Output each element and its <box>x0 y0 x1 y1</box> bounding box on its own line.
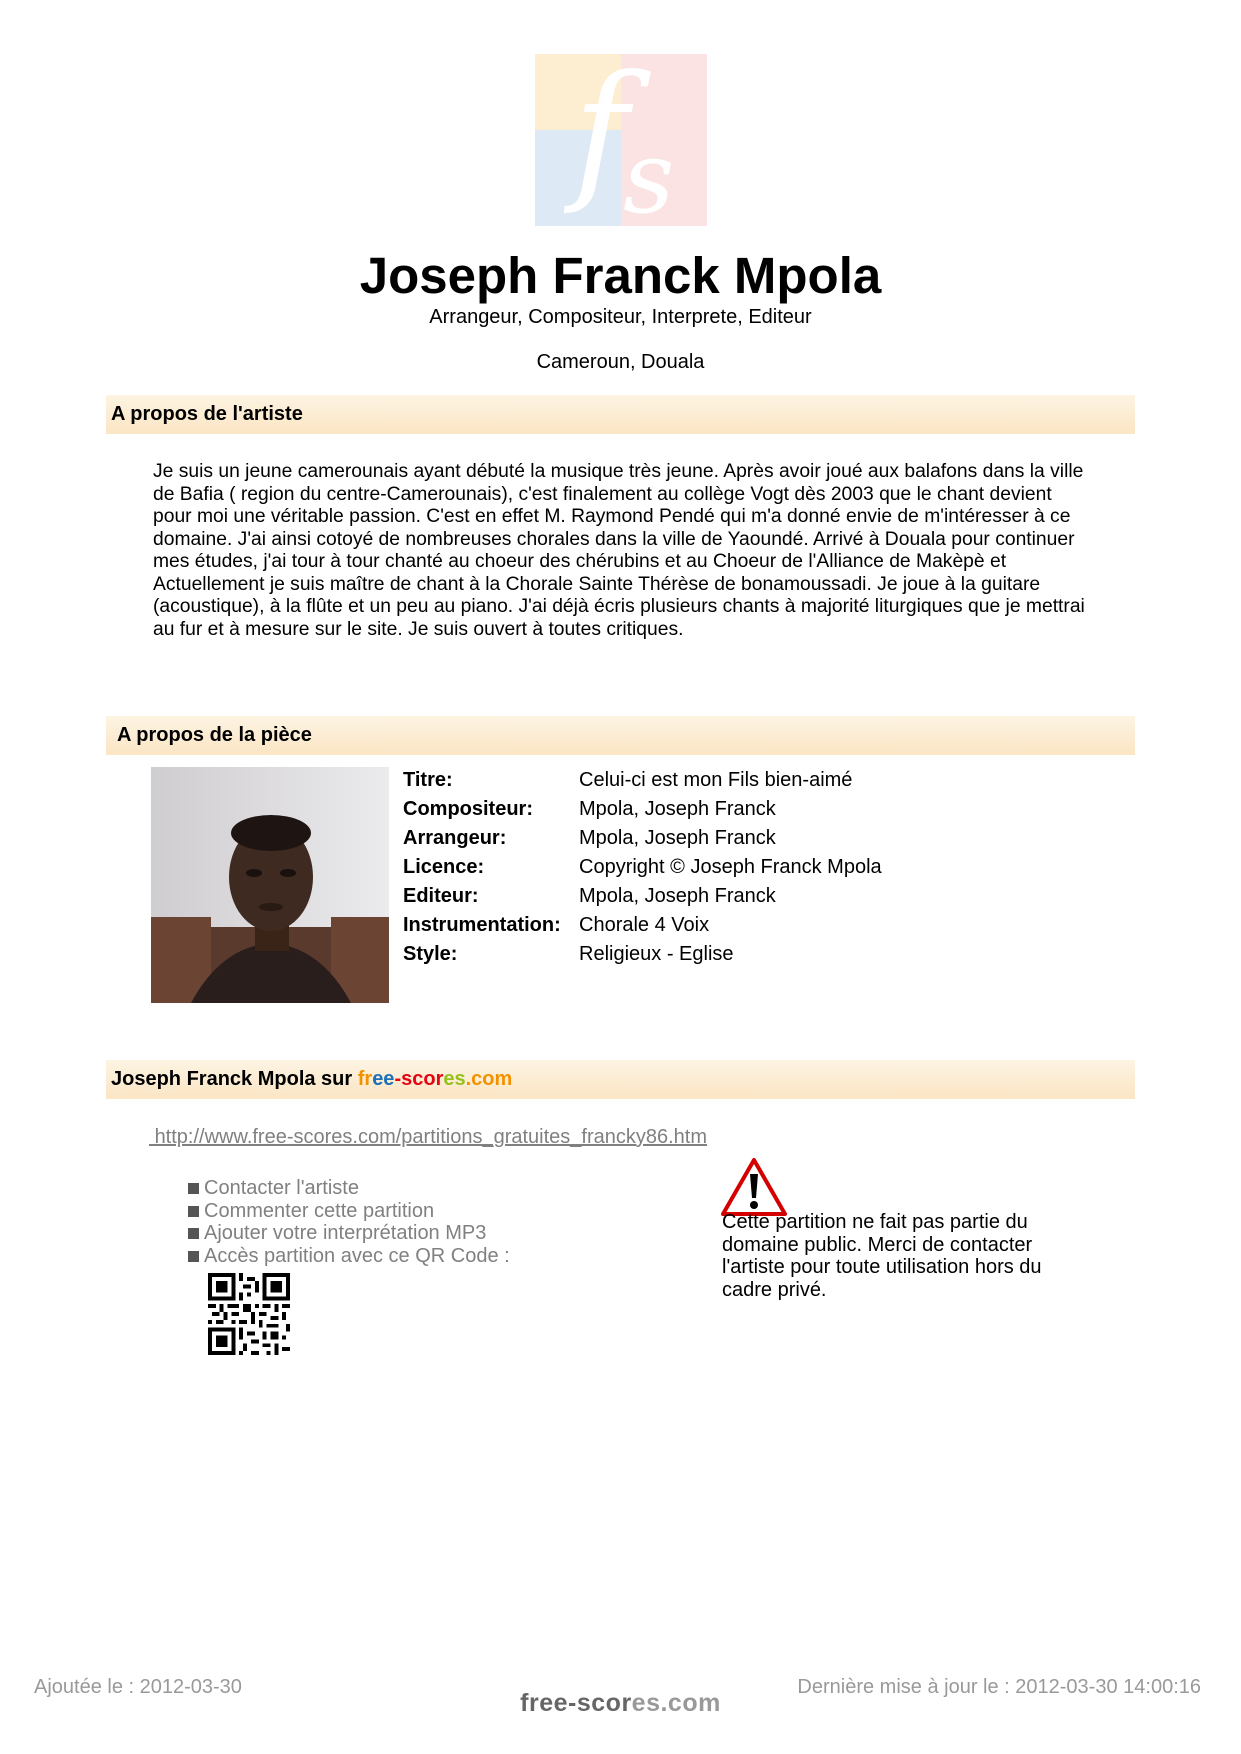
detail-row-license <box>403 853 882 882</box>
copyright-warning: Cette partition ne fait pas partie du domaine public. Merci de contacter l'artiste pour toute utilisation hors du cadre privé. <box>722 1211 1042 1301</box>
piece-composer: Mpola, Joseph Franck <box>579 798 776 820</box>
qr-code[interactable] <box>208 1273 290 1355</box>
add-mp3-link[interactable]: Ajouter votre interprétation MP3 <box>188 1222 510 1245</box>
piece-license: Copyright © Joseph Franck Mpola <box>579 856 882 878</box>
piece-arranger: Mpola, Joseph Franck <box>579 827 776 849</box>
section-heading-prefix: Joseph Franck Mpola sur <box>111 1068 358 1090</box>
piece-publisher: Mpola, Joseph Franck <box>579 885 776 907</box>
footer-free-scores-logo: free-scores.com <box>520 1689 721 1717</box>
added-date: Ajoutée le : 2012-03-30 <box>34 1676 242 1698</box>
piece-title: Celui-ci est mon Fils bien-aimé <box>579 769 853 791</box>
section-heading-about-piece: A propos de la pièce <box>106 716 1135 755</box>
detail-label: Style: <box>403 943 458 965</box>
detail-row-arranger <box>403 824 882 853</box>
qr-access-label: Accès partition avec ce QR Code : <box>188 1245 510 1268</box>
detail-label: Compositeur: <box>403 798 533 820</box>
detail-label: Titre: <box>403 769 453 791</box>
detail-row-publisher <box>403 882 882 911</box>
detail-row-title <box>403 766 882 795</box>
section-heading-free-scores <box>106 1060 1135 1099</box>
detail-label: Instrumentation: <box>403 914 561 936</box>
detail-label: Licence: <box>403 856 485 878</box>
detail-row-style <box>403 940 882 969</box>
artist-photo <box>151 767 389 1003</box>
warning-triangle-icon <box>720 1157 788 1217</box>
section-heading-about-artist: A propos de l'artiste <box>106 395 1135 434</box>
free-scores-logo <box>535 54 707 226</box>
square-bullet-icon <box>188 1183 199 1194</box>
artist-location: Cameroun, Douala <box>536 351 705 373</box>
svg-text:s: s <box>623 119 675 226</box>
artist-name: Joseph Franck Mpola <box>359 247 882 304</box>
piece-style: Religieux - Eglise <box>579 943 734 965</box>
artist-roles: Arrangeur, Compositeur, Interprete, Editeur <box>429 306 812 328</box>
square-bullet-icon <box>188 1228 199 1239</box>
contact-artist-link[interactable]: Contacter l'artiste <box>188 1177 510 1200</box>
piece-details <box>403 766 882 969</box>
detail-label: Editeur: <box>403 885 479 907</box>
piece-instrumentation: Chorale 4 Voix <box>579 914 710 936</box>
action-list <box>188 1177 510 1267</box>
comment-score-link[interactable]: Commenter cette partition <box>188 1200 510 1223</box>
square-bullet-icon <box>188 1251 199 1262</box>
svg-text:f: f <box>573 54 629 218</box>
detail-row-composer <box>403 795 882 824</box>
detail-row-instrumentation <box>403 911 882 940</box>
square-bullet-icon <box>188 1206 199 1217</box>
free-scores-brand: free-scores.com <box>357 1068 513 1090</box>
artist-biography: Je suis un jeune camerounais ayant débuté la musique très jeune. Après avoir joué aux balafons dans la ville de Bafia ( region du centre-Camerounais), c'est finalement au collège Vogt dès 2003 que le chant devient pour moi une véritable passion. C'est en effet M. Raymond Pendé qui m'a donné envie de m'intéresser à ce domaine. J'ai ainsi cotoyé de nombreuses chorales dans la ville de Yaoundé. Arrivé à Douala pour continuer mes études, j'ai tour à tour chanté au choeur des chérubins et au Choeur de l'Alliance de Makèpè et Actuellement je suis maître de chant à la Chorale Sainte Thérèse de bonamoussadi. Je joue à la guitare (acoustique), à la flûte et un peu au piano. J'ai déjà écris plusieurs chants à majorité liturgiques que je mettrai au fur et à mesure sur le site. Je suis ouvert à toutes critiques. <box>153 461 1085 640</box>
artist-page-link[interactable]: http://www.free-scores.com/partitions_gratuites_francky86.htm <box>154 1126 708 1148</box>
last-updated-date: Dernière mise à jour le : 2012-03-30 14:00:16 <box>797 1676 1201 1698</box>
detail-label: Arrangeur: <box>403 827 507 849</box>
